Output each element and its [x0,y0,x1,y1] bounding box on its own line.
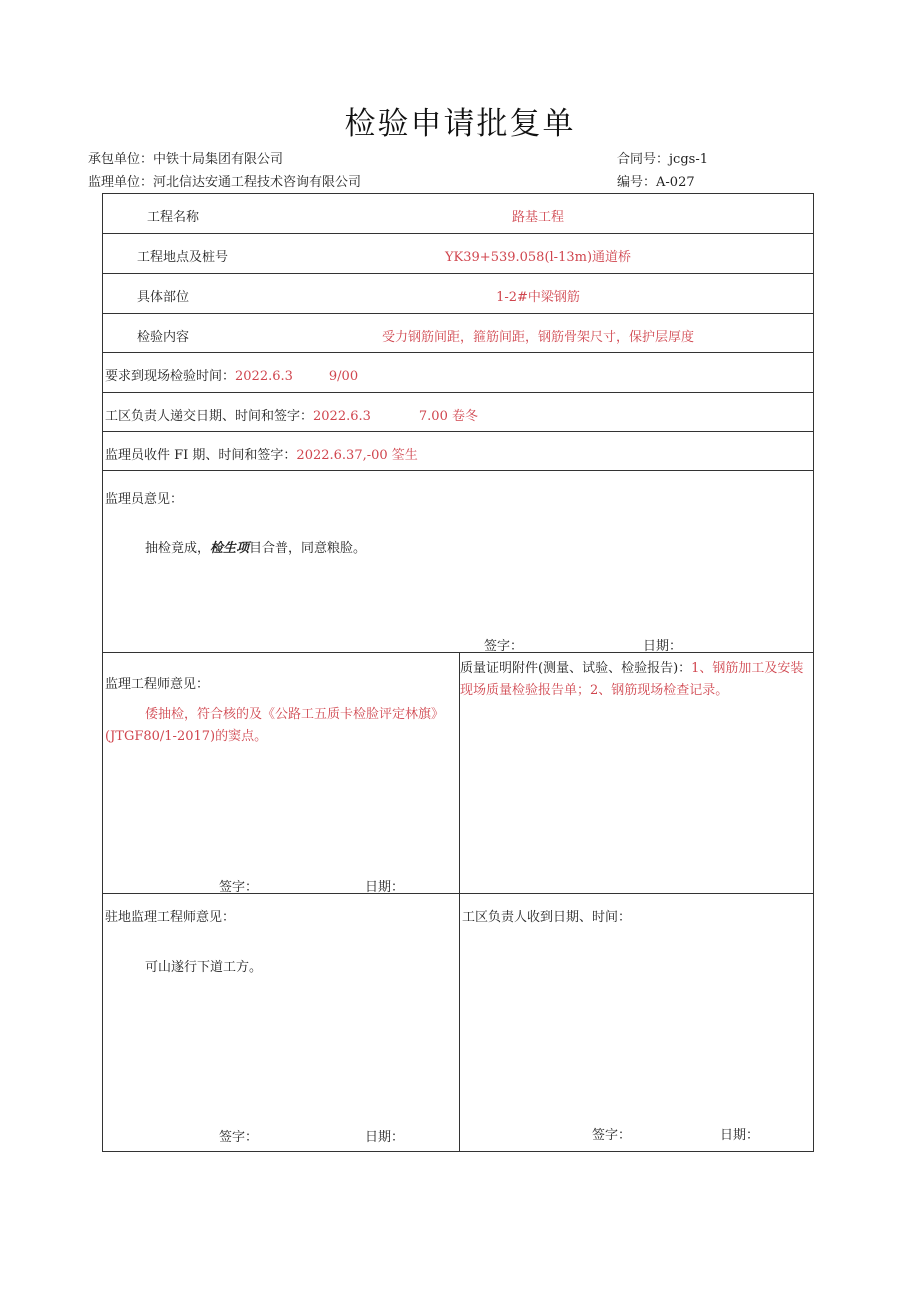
attachments-label: 质量证明附件(测量、试验、检验报告)： [460,661,692,676]
project-name-label: 工程名称 [147,210,200,225]
supervisor-line [88,171,361,190]
content-value: 受力钢筋间距，箍筋间距，钢筋骨架尺寸，保护层厚度 [381,330,694,345]
engineer-date-label: 日期： [365,880,405,895]
attachments-cell [460,653,813,894]
engineer-opinion-label: 监理工程师意见： [105,677,210,692]
row-site-time [103,353,813,393]
attachments-text [460,658,812,702]
row-part [103,274,813,314]
submit-label: 工区负责人递交日期、时间和签字： [105,409,314,424]
serial-value: A-027 [656,175,695,190]
inspector-opinion-part-a: 抽检竟成， [145,541,211,556]
supervisor-value: 河北信达安通工程技术咨询有限公司 [153,175,362,190]
serial-line [617,171,695,190]
resident-opinion-label: 驻地监理工程师意见： [105,910,236,925]
inspector-date-label: 日期： [643,639,683,654]
submit-clock: 7.00 卷冬 [418,409,478,424]
receipt-label: 工区负责人收到日期、时间： [462,910,632,925]
contract-no-line [617,148,708,167]
engineer-opinion-cell [103,653,459,894]
location-value: YK39+539.058(l-13m)通道桥 [444,250,632,265]
inspector-opinion-part-b: 目合普，同意粮脸。 [249,541,367,556]
resident-sign-label: 签字： [219,1130,259,1145]
resident-date-label: 日期： [365,1130,405,1145]
page-title: 检验申请批复单 [344,106,576,142]
supervisor-label: 监理单位： [88,175,154,190]
inspector-opinion-handwriting: 检生项 [210,541,250,556]
project-name-value: 路基工程 [511,210,564,225]
site-time-label: 要求到现场检验时间： [105,369,236,384]
row-inspector-opinion [103,471,813,653]
part-value: 1-2#中梁钢筋 [496,290,580,305]
receipt-sign-label: 签字： [592,1128,632,1143]
contract-no-value: jcgs-1 [669,152,708,167]
content-label: 检验内容 [137,330,190,345]
approval-form [102,193,814,1152]
row-submit [103,393,813,432]
inspector-opinion-text [145,537,366,556]
site-time-date: 2022.6.3 [235,369,293,384]
inspector-opinion-label: 监理员意见： [105,492,184,507]
contractor-label: 承包单位： [88,152,154,167]
resident-opinion-text: 可山遂行下道工方。 [145,960,263,975]
receive-line [105,444,418,463]
receipt-date-label: 日期： [720,1128,760,1143]
engineer-opinion-text: 倭抽检，符合核的及《公路工五质卡检脸评定林旗》(JTGF80/1-2017)的窦点。 [105,707,445,744]
part-label: 具体部位 [137,290,190,305]
receipt-cell [460,894,813,1151]
inspector-sign-label: 签字： [484,639,524,654]
contractor-value: 中铁十局集团有限公司 [153,152,284,167]
row-location [103,234,813,274]
site-time-line [105,365,358,384]
site-time-clock: 9/00 [328,369,359,384]
row-content [103,314,813,353]
submit-date: 2022.6.3 [313,409,371,424]
receive-label: 监理员收件 FI 期、时间和签字： [105,448,297,463]
location-label: 工程地点及桩号 [137,250,229,265]
contract-no-label: 合同号： [617,152,670,167]
row-receive [103,432,813,471]
receive-value: 2022.6.37,-00 筌生 [296,448,418,463]
submit-line [105,405,478,424]
attachments-value: 1、钢筋加工及安装现场质量检验报告单；2、钢筋现场检查记录。 [460,661,804,698]
row-project-name [103,194,813,234]
serial-label: 编号： [617,175,657,190]
resident-opinion-cell [103,894,459,1151]
contractor-line [88,148,283,167]
engineer-sign-label: 签字： [219,880,259,895]
